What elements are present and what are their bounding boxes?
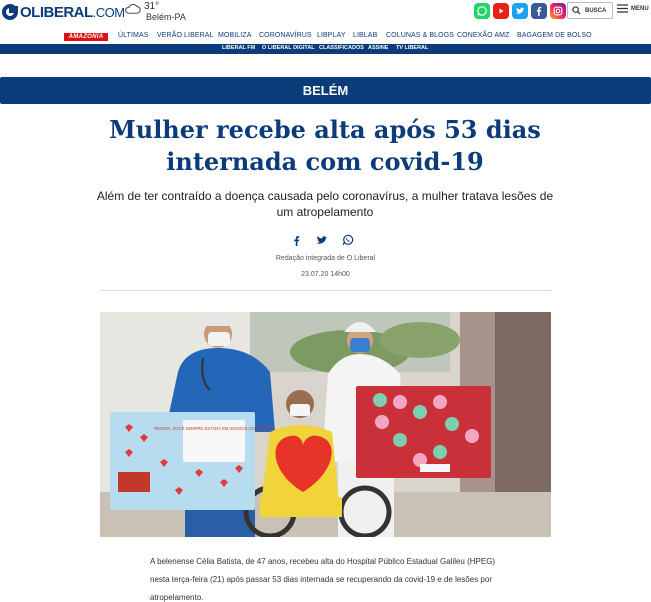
article-body: A belenense Célia Batista, de 47 anos, recebeu alta do Hospital Público Estadual Galileu (HPEG) nesta terça-feira (21) após passar 53 dias internada se recuperando da covid-19 e de lesões por atropelamento. [150,557,496,602]
weather-widget [124,1,186,22]
nav-item-mobiliza[interactable]: MOBILIZA [218,32,252,39]
section-label[interactable]: BELÉM [0,77,651,104]
subnav-item-classificados[interactable]: CLASSIFICADOS [319,45,364,51]
photo-sign-text: REGINA, VOCÊ SEMPRE ESTARÁ EM NOSSOS CORAÇÕES! [154,426,274,431]
share-buttons [290,234,354,246]
nav-item-verao-liberal[interactable]: VERÃO LIBERAL [157,32,214,39]
search-button[interactable] [567,2,613,19]
nav-item-libplay[interactable]: LIBPLAY [317,32,346,39]
article-subtitle: Além de ter contraído a doença causada pelo coronavírus, a mulher tratava lesões de um atropelamento [96,189,554,219]
subnav-item-liberal-digital[interactable]: O LIBERAL DIGITAL [262,45,315,51]
whatsapp-icon[interactable] [474,3,490,19]
subnav-item-liberal-fm[interactable]: LIBERAL FM [222,45,256,51]
nav-item-colunas-blogs[interactable]: COLUNAS & BLOGS [386,32,455,39]
article-byline: Redação integrada de O Liberal [275,255,376,262]
menu-label: MENU [631,5,649,12]
facebook-icon[interactable] [531,3,547,19]
weather-city: Belém-PA [146,12,186,22]
site-logo[interactable] [2,3,125,21]
twitter-icon[interactable] [512,3,528,19]
cloud-icon [124,3,141,15]
instagram-icon[interactable] [550,3,566,19]
social-links [474,3,566,19]
weather-temperature: 31° [144,1,160,12]
menu-button[interactable] [617,4,649,13]
subnav-item-assine[interactable]: ASSINE [368,45,389,51]
article-date: 23.07.20 14h00 [301,271,350,278]
logo-text: OLIBERAL.COM [20,3,125,21]
hamburger-icon [617,4,628,13]
nav-item-conexao-amz[interactable]: CONEXÃO AMZ [457,32,510,39]
top-bar [0,0,651,30]
share-whatsapp-icon[interactable] [342,234,354,246]
photo-illustration [100,312,551,537]
article-photo [100,312,551,537]
search-icon [572,6,581,15]
nav-item-ultimas[interactable]: ÚLTIMAS [118,32,149,39]
nav-badge-amazonia[interactable]: AMAZÔNIA [64,33,108,41]
subnav-item-tv-liberal[interactable]: TV LIBERAL [396,45,429,51]
share-twitter-icon[interactable] [316,234,328,246]
article-headline: Mulher recebe alta após 53 dias internada com covid-19 [109,115,541,176]
nav-item-liblab[interactable]: LIBLAB [353,32,378,39]
nav-item-coronavirus[interactable]: CORONAVÍRUS [259,32,312,39]
nav-item-bagagem-de-bolso[interactable]: BAGAGEM DE BOLSO [517,32,592,39]
logo-mark-icon [2,4,18,20]
share-facebook-icon[interactable] [290,234,302,246]
divider [100,290,551,291]
search-label: BUSCA [585,7,607,14]
youtube-icon[interactable] [493,3,509,19]
